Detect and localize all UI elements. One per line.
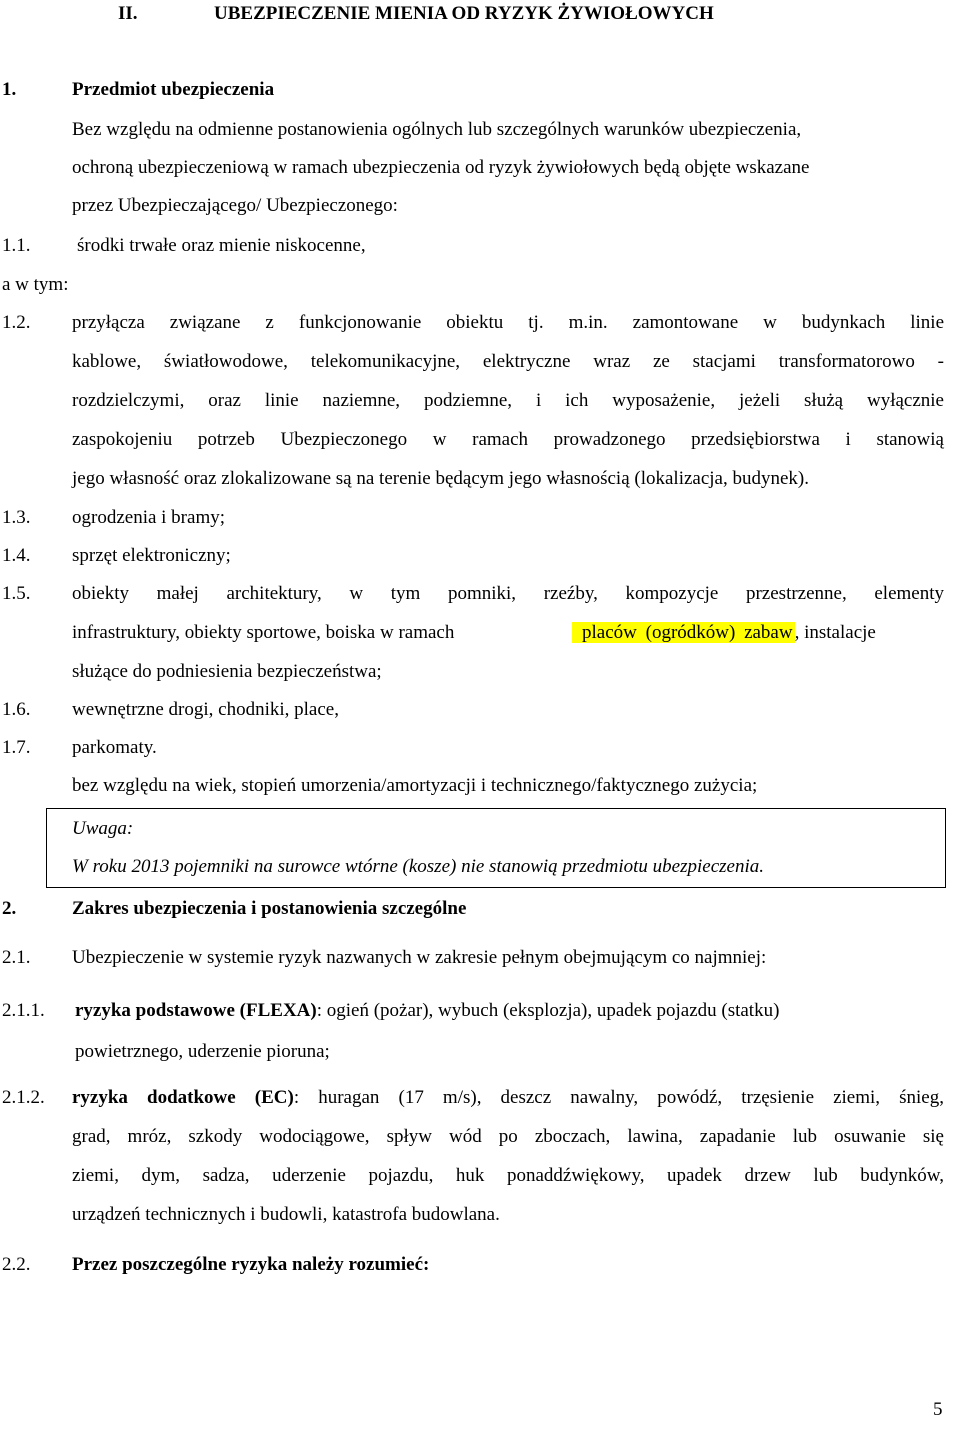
risk-category: ryzyka podstawowe (FLEXA) [75,1000,317,1021]
risk-list: : huragan (17 m/s), deszcz nawalny, powódź, trzęsienie ziemi, śnieg, [293,1087,944,1108]
section-number: II. [118,3,138,24]
note-text: W roku 2013 pojemniki na surowce wtórne (kosze) nie stanowią przedmiotu ubezpieczenia. [72,856,764,877]
item-number: 1.4. [2,545,31,566]
item-number: 2.2. [2,1254,31,1275]
item-text-line: jego własność oraz zlokalizowane są na terenie będącym jego własnością (lokalizacja, budynek). [72,468,810,489]
item-text-line: służące do podniesienia bezpieczeństwa; [72,661,382,682]
item-number: 1.5. [2,583,31,604]
item-text-line: ziemi, dym, sadza, uderzenie pojazdu, huk ponaddźwiękowy, upadek drzew lub budynków, [72,1165,944,1186]
item-number: 1.6. [2,699,31,720]
item-text-tail: , instalacje [794,622,876,643]
item-text: ogrodzenia i bramy; [72,507,226,528]
item-number: 2.1.2. [2,1087,45,1108]
item-number: 1.2. [2,312,31,333]
s1-intro-line: przez Ubezpieczającego/ Ubezpieczonego: [72,195,398,216]
item-text: środki trwałe oraz mienie niskocenne, [77,235,366,256]
s1-intro-line: ochroną ubezpieczeniową w ramach ubezpieczenia od ryzyk żywiołowych będą objęte wskazane [72,157,810,178]
s1-title: Przedmiot ubezpieczenia [72,79,275,100]
item-text-line: grad, mróz, szkody wodociągowe, spływ wód po zboczach, lawina, zapadanie lub osuwanie się [72,1126,944,1147]
item-number: 1.1. [2,235,31,256]
item-text-highlight [572,621,876,645]
s2-title: Zakres ubezpieczenia i postanowienia szczególne [72,898,467,919]
item-text-line: obiekty małej architektury, w tym pomniki, rzeźby, kompozycje przestrzenne, elementy [72,583,944,604]
item-text: Przez poszczególne ryzyka należy rozumieć: [72,1254,430,1275]
section-title: UBEZPIECZENIE MIENIA OD RYZYK ŻYWIOŁOWYCH [214,3,714,24]
risk-list: : ogień (pożar), wybuch (eksplozja), upadek pojazdu (statku) [316,1000,780,1021]
highlighted-text: placów (ogródków) zabaw [572,622,795,643]
s1-intro-line: Bez względu na odmienne postanowienia ogólnych lub szczególnych warunków ubezpieczenia, [72,119,802,140]
item-text-line: przyłącza związane z funkcjonowanie obiektu tj. m.in. zamontowane w budynkach linie [72,312,944,333]
item-text: parkomaty. [72,737,157,758]
s1-number: 1. [2,79,17,100]
item-text-line [72,1086,944,1110]
item-text: wewnętrzne drogi, chodniki, place, [72,699,339,720]
item-text-line: rozdzielczymi, oraz linie naziemne, podziemne, i ich wyposażenie, jeżeli służą wyłącznie [72,390,944,411]
closing-text: bez względu na wiek, stopień umorzenia/amortyzacji i technicznego/faktycznego zużycia; [72,775,758,796]
item-text-line: zaspokojeniu potrzeb Ubezpieczonego w ramach prowadzonego przedsiębiorstwa i stanowią [72,429,944,450]
note-label: Uwaga: [72,818,134,839]
item-text-line: urządzeń technicznych i budowli, katastrofa budowlana. [72,1204,500,1225]
item-text-line [75,999,779,1023]
item-number: 2.1. [2,947,31,968]
item-number: 1.7. [2,737,31,758]
s2-number: 2. [2,898,17,919]
item-text: sprzęt elektroniczny; [72,545,231,566]
item-number: 1.3. [2,507,31,528]
item-text-line: powietrznego, uderzenie pioruna; [75,1041,330,1062]
item-text: Ubezpieczenie w systemie ryzyk nazwanych w zakresie pełnym obejmującym co najmniej: [72,947,767,968]
risk-category: ryzyka dodatkowe (EC) [72,1087,294,1108]
item-number: 2.1.1. [2,1000,45,1021]
item-text-line: kablowe, światłowodowe, telekomunikacyjne, elektryczne wraz ze stacjami transformatorowo - [72,351,944,372]
page-number: 5 [933,1399,943,1420]
a-w-tym: a w tym: [2,274,69,295]
item-text-line: infrastruktury, obiekty sportowe, boiska w ramach [72,622,455,643]
